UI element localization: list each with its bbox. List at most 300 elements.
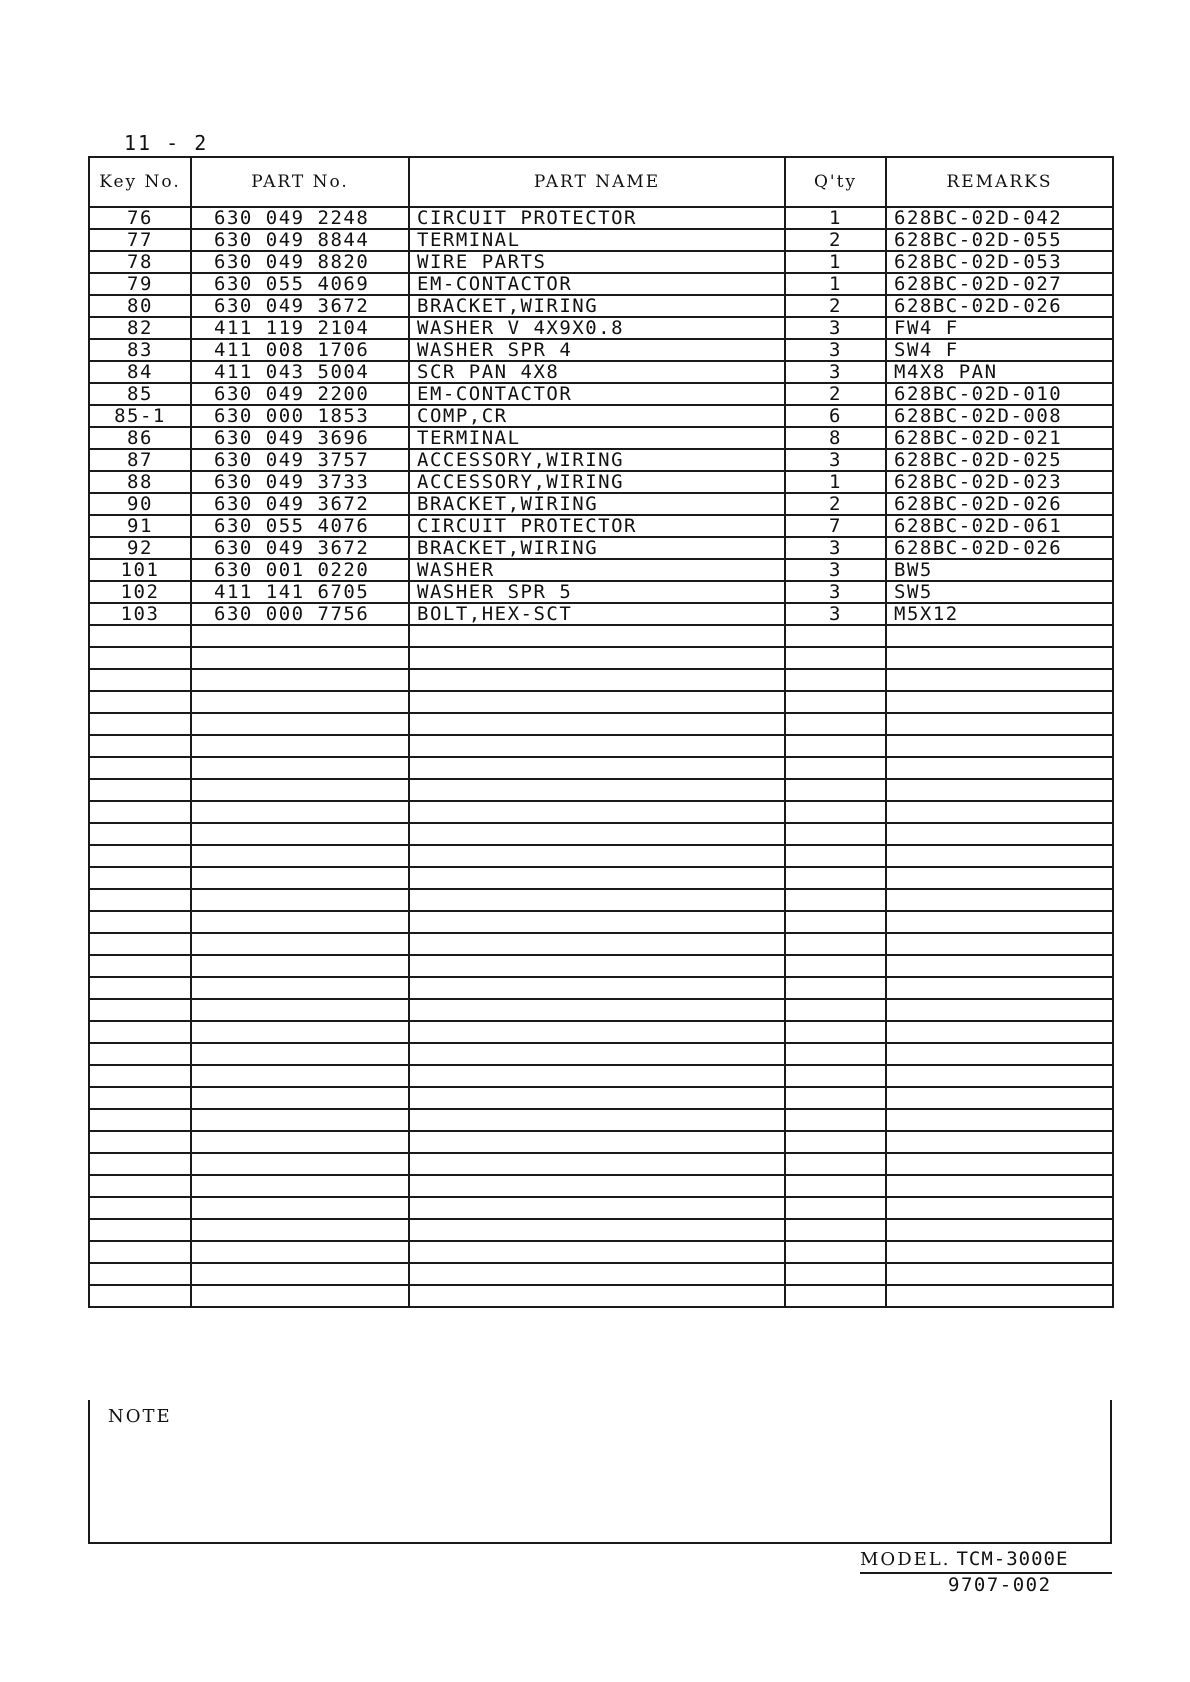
key-no-cell: 84 <box>89 361 191 383</box>
empty-row <box>89 1065 1113 1087</box>
qty-cell <box>785 1263 886 1285</box>
empty-row <box>89 823 1113 845</box>
empty-row <box>89 691 1113 713</box>
remarks-cell: 628BC-02D-026 <box>886 537 1113 559</box>
qty-cell: 1 <box>785 471 886 493</box>
remarks-cell: SW4 F <box>886 339 1113 361</box>
qty-cell <box>785 1285 886 1307</box>
qty-cell <box>785 889 886 911</box>
remarks-cell <box>886 911 1113 933</box>
empty-row <box>89 735 1113 757</box>
remarks-cell <box>886 1065 1113 1087</box>
key-no-cell <box>89 889 191 911</box>
table-row <box>89 559 1113 581</box>
remarks-cell <box>886 955 1113 977</box>
key-no-cell: 88 <box>89 471 191 493</box>
key-no-cell: 85 <box>89 383 191 405</box>
empty-row <box>89 625 1113 647</box>
key-no-cell <box>89 735 191 757</box>
qty-cell <box>785 735 886 757</box>
empty-row <box>89 933 1113 955</box>
part-name-cell <box>409 1241 785 1263</box>
key-no-cell: 80 <box>89 295 191 317</box>
remarks-cell <box>886 625 1113 647</box>
empty-row <box>89 1241 1113 1263</box>
key-no-cell <box>89 823 191 845</box>
remarks-cell <box>886 1021 1113 1043</box>
part-name-cell: CIRCUIT PROTECTOR <box>409 515 785 537</box>
part-name-cell <box>409 713 785 735</box>
key-no-cell: 87 <box>89 449 191 471</box>
key-no-cell <box>89 867 191 889</box>
remarks-cell <box>886 647 1113 669</box>
part-name-cell: TERMINAL <box>409 229 785 251</box>
part-name-cell: CIRCUIT PROTECTOR <box>409 207 785 229</box>
qty-cell: 1 <box>785 207 886 229</box>
table-row <box>89 361 1113 383</box>
key-no-cell <box>89 911 191 933</box>
doc-number: 9707-002 <box>948 1574 1052 1596</box>
remarks-cell: 628BC-02D-008 <box>886 405 1113 427</box>
part-name-cell: EM-CONTACTOR <box>409 273 785 295</box>
part-no-cell: 630 049 2200 <box>191 383 409 405</box>
remarks-cell: M4X8 PAN <box>886 361 1113 383</box>
part-name-cell: BRACKET,WIRING <box>409 493 785 515</box>
key-no-cell <box>89 669 191 691</box>
key-no-cell: 83 <box>89 339 191 361</box>
key-no-cell: 92 <box>89 537 191 559</box>
remarks-cell <box>886 823 1113 845</box>
remarks-cell <box>886 669 1113 691</box>
part-name-cell <box>409 735 785 757</box>
remarks-cell <box>886 1087 1113 1109</box>
qty-cell: 3 <box>785 339 886 361</box>
part-no-cell: 630 049 3696 <box>191 427 409 449</box>
remarks-cell: 628BC-02D-025 <box>886 449 1113 471</box>
table-row <box>89 405 1113 427</box>
part-no-cell <box>191 801 409 823</box>
key-no-cell: 85-1 <box>89 405 191 427</box>
qty-cell <box>785 1153 886 1175</box>
empty-row <box>89 977 1113 999</box>
remarks-cell: 628BC-02D-053 <box>886 251 1113 273</box>
key-no-cell: 79 <box>89 273 191 295</box>
qty-cell: 7 <box>785 515 886 537</box>
part-no-cell: 630 049 3672 <box>191 493 409 515</box>
part-name-cell: EM-CONTACTOR <box>409 383 785 405</box>
key-no-cell: 101 <box>89 559 191 581</box>
part-no-cell: 411 141 6705 <box>191 581 409 603</box>
remarks-cell: 628BC-02D-023 <box>886 471 1113 493</box>
key-no-cell: 77 <box>89 229 191 251</box>
part-no-cell: 630 055 4069 <box>191 273 409 295</box>
header-remarks: REMARKS <box>886 157 1113 207</box>
empty-row <box>89 1021 1113 1043</box>
empty-row <box>89 1285 1113 1307</box>
part-name-cell <box>409 1285 785 1307</box>
key-no-cell: 90 <box>89 493 191 515</box>
table-row <box>89 471 1113 493</box>
qty-cell <box>785 845 886 867</box>
part-name-cell <box>409 1219 785 1241</box>
part-name-cell <box>409 779 785 801</box>
part-no-cell: 630 049 3733 <box>191 471 409 493</box>
part-name-cell: SCR PAN 4X8 <box>409 361 785 383</box>
part-no-cell: 630 049 8820 <box>191 251 409 273</box>
key-no-cell <box>89 1043 191 1065</box>
part-name-cell <box>409 647 785 669</box>
header-row <box>89 157 1113 207</box>
empty-row <box>89 1219 1113 1241</box>
remarks-cell <box>886 1263 1113 1285</box>
qty-cell <box>785 933 886 955</box>
qty-cell <box>785 1043 886 1065</box>
part-name-cell <box>409 625 785 647</box>
parts-body <box>89 207 1113 1307</box>
empty-row <box>89 1131 1113 1153</box>
key-no-cell <box>89 625 191 647</box>
empty-row <box>89 1087 1113 1109</box>
header-part-name: PART NAME <box>409 157 785 207</box>
qty-cell: 2 <box>785 295 886 317</box>
part-name-cell <box>409 889 785 911</box>
note-box <box>88 1400 1112 1544</box>
remarks-cell: 628BC-02D-026 <box>886 295 1113 317</box>
key-no-cell: 86 <box>89 427 191 449</box>
key-no-cell <box>89 845 191 867</box>
part-name-cell: BRACKET,WIRING <box>409 295 785 317</box>
qty-cell <box>785 669 886 691</box>
part-no-cell: 630 049 3672 <box>191 537 409 559</box>
qty-cell: 8 <box>785 427 886 449</box>
part-no-cell: 630 000 1853 <box>191 405 409 427</box>
key-no-cell <box>89 999 191 1021</box>
remarks-cell: 628BC-02D-042 <box>886 207 1113 229</box>
qty-cell: 2 <box>785 229 886 251</box>
part-no-cell: 411 008 1706 <box>191 339 409 361</box>
key-no-cell: 78 <box>89 251 191 273</box>
key-no-cell <box>89 1197 191 1219</box>
key-no-cell <box>89 1087 191 1109</box>
remarks-cell: 628BC-02D-010 <box>886 383 1113 405</box>
table-row <box>89 383 1113 405</box>
key-no-cell <box>89 977 191 999</box>
remarks-cell <box>886 735 1113 757</box>
qty-cell: 1 <box>785 273 886 295</box>
remarks-cell <box>886 845 1113 867</box>
remarks-cell <box>886 1109 1113 1131</box>
part-no-cell: 411 119 2104 <box>191 317 409 339</box>
qty-cell <box>785 1175 886 1197</box>
table-row <box>89 427 1113 449</box>
part-name-cell: BOLT,HEX-SCT <box>409 603 785 625</box>
qty-cell <box>785 911 886 933</box>
part-name-cell <box>409 1043 785 1065</box>
qty-cell <box>785 955 886 977</box>
remarks-cell <box>886 999 1113 1021</box>
remarks-cell <box>886 801 1113 823</box>
part-name-cell <box>409 1175 785 1197</box>
key-no-cell <box>89 1021 191 1043</box>
remarks-cell <box>886 977 1113 999</box>
empty-row <box>89 1109 1113 1131</box>
part-no-cell <box>191 955 409 977</box>
qty-cell <box>785 625 886 647</box>
key-no-cell <box>89 801 191 823</box>
table-row <box>89 581 1113 603</box>
key-no-cell <box>89 1263 191 1285</box>
qty-cell <box>785 713 886 735</box>
part-name-cell <box>409 955 785 977</box>
part-name-cell: WASHER <box>409 559 785 581</box>
part-no-cell <box>191 889 409 911</box>
remarks-cell: FW4 F <box>886 317 1113 339</box>
key-no-cell: 82 <box>89 317 191 339</box>
part-no-cell <box>191 1087 409 1109</box>
qty-cell <box>785 1219 886 1241</box>
key-no-cell <box>89 1175 191 1197</box>
part-name-cell <box>409 977 785 999</box>
part-no-cell <box>191 647 409 669</box>
key-no-cell <box>89 779 191 801</box>
remarks-cell <box>886 1219 1113 1241</box>
part-name-cell: WASHER SPR 4 <box>409 339 785 361</box>
part-no-cell <box>191 713 409 735</box>
remarks-cell <box>886 713 1113 735</box>
part-no-cell <box>191 911 409 933</box>
empty-row <box>89 1197 1113 1219</box>
qty-cell <box>785 779 886 801</box>
part-no-cell <box>191 669 409 691</box>
empty-row <box>89 647 1113 669</box>
part-no-cell <box>191 1285 409 1307</box>
key-no-cell <box>89 647 191 669</box>
table-row <box>89 317 1113 339</box>
header-key-no: Key No. <box>89 157 191 207</box>
part-name-cell <box>409 1153 785 1175</box>
key-no-cell <box>89 1109 191 1131</box>
empty-row <box>89 1175 1113 1197</box>
part-name-cell <box>409 1263 785 1285</box>
part-name-cell <box>409 867 785 889</box>
part-name-cell: WASHER SPR 5 <box>409 581 785 603</box>
part-name-cell: WASHER V 4X9X0.8 <box>409 317 785 339</box>
qty-cell <box>785 1109 886 1131</box>
qty-cell: 2 <box>785 383 886 405</box>
empty-row <box>89 669 1113 691</box>
part-name-cell: WIRE PARTS <box>409 251 785 273</box>
table-row <box>89 229 1113 251</box>
remarks-cell <box>886 1175 1113 1197</box>
part-name-cell <box>409 1131 785 1153</box>
part-no-cell <box>191 1263 409 1285</box>
empty-row <box>89 1153 1113 1175</box>
part-no-cell <box>191 1109 409 1131</box>
qty-cell: 1 <box>785 251 886 273</box>
part-no-cell: 630 049 8844 <box>191 229 409 251</box>
part-no-cell: 630 000 7756 <box>191 603 409 625</box>
part-name-cell <box>409 1109 785 1131</box>
remarks-cell <box>886 1043 1113 1065</box>
part-no-cell <box>191 757 409 779</box>
qty-cell <box>785 1241 886 1263</box>
qty-cell: 3 <box>785 581 886 603</box>
part-no-cell <box>191 1131 409 1153</box>
part-no-cell <box>191 977 409 999</box>
part-name-cell <box>409 933 785 955</box>
qty-cell <box>785 1197 886 1219</box>
part-name-cell <box>409 911 785 933</box>
part-no-cell <box>191 1043 409 1065</box>
part-name-cell <box>409 1065 785 1087</box>
key-no-cell <box>89 1285 191 1307</box>
part-name-cell: BRACKET,WIRING <box>409 537 785 559</box>
page-label: 11 - 2 <box>124 131 209 155</box>
qty-cell <box>785 1087 886 1109</box>
part-no-cell <box>191 779 409 801</box>
part-no-cell: 630 049 3672 <box>191 295 409 317</box>
part-no-cell <box>191 933 409 955</box>
qty-cell: 3 <box>785 537 886 559</box>
qty-cell: 3 <box>785 559 886 581</box>
key-no-cell <box>89 933 191 955</box>
header-qty: Q'ty <box>785 157 886 207</box>
key-no-cell <box>89 691 191 713</box>
qty-cell: 3 <box>785 317 886 339</box>
remarks-cell <box>886 779 1113 801</box>
key-no-cell: 103 <box>89 603 191 625</box>
table-row <box>89 207 1113 229</box>
empty-row <box>89 999 1113 1021</box>
key-no-cell <box>89 757 191 779</box>
part-name-cell <box>409 1087 785 1109</box>
qty-cell <box>785 999 886 1021</box>
qty-cell <box>785 823 886 845</box>
part-no-cell <box>191 625 409 647</box>
part-no-cell <box>191 823 409 845</box>
qty-cell: 2 <box>785 493 886 515</box>
key-no-cell: 76 <box>89 207 191 229</box>
model-label: MODEL. <box>860 1549 951 1570</box>
part-no-cell <box>191 1021 409 1043</box>
key-no-cell <box>89 713 191 735</box>
qty-cell <box>785 801 886 823</box>
empty-row <box>89 1263 1113 1285</box>
qty-cell: 3 <box>785 449 886 471</box>
table-row <box>89 295 1113 317</box>
qty-cell <box>785 867 886 889</box>
qty-cell: 3 <box>785 603 886 625</box>
part-name-cell: TERMINAL <box>409 427 785 449</box>
table-row <box>89 603 1113 625</box>
part-no-cell <box>191 1219 409 1241</box>
empty-row <box>89 713 1113 735</box>
remarks-cell: 628BC-02D-026 <box>886 493 1113 515</box>
parts-table <box>88 156 1114 1308</box>
remarks-cell: SW5 <box>886 581 1113 603</box>
part-no-cell <box>191 1065 409 1087</box>
model-value: TCM-3000E <box>956 1548 1069 1570</box>
part-name-cell <box>409 999 785 1021</box>
key-no-cell: 102 <box>89 581 191 603</box>
empty-row <box>89 889 1113 911</box>
table-row <box>89 339 1113 361</box>
qty-cell <box>785 1021 886 1043</box>
empty-row <box>89 955 1113 977</box>
table-row <box>89 273 1113 295</box>
part-name-cell <box>409 1021 785 1043</box>
part-no-cell: 411 043 5004 <box>191 361 409 383</box>
qty-cell <box>785 691 886 713</box>
qty-cell <box>785 977 886 999</box>
empty-row <box>89 779 1113 801</box>
table-row <box>89 251 1113 273</box>
part-no-cell <box>191 1175 409 1197</box>
empty-row <box>89 867 1113 889</box>
part-no-cell <box>191 1153 409 1175</box>
part-no-cell <box>191 845 409 867</box>
remarks-cell <box>886 889 1113 911</box>
key-no-cell: 91 <box>89 515 191 537</box>
qty-cell <box>785 1131 886 1153</box>
part-name-cell: ACCESSORY,WIRING <box>409 449 785 471</box>
qty-cell <box>785 647 886 669</box>
part-no-cell <box>191 1241 409 1263</box>
part-name-cell <box>409 669 785 691</box>
part-no-cell: 630 055 4076 <box>191 515 409 537</box>
remarks-cell <box>886 1153 1113 1175</box>
part-name-cell <box>409 1197 785 1219</box>
remarks-cell <box>886 867 1113 889</box>
part-no-cell <box>191 867 409 889</box>
key-no-cell <box>89 1241 191 1263</box>
part-no-cell <box>191 1197 409 1219</box>
remarks-cell <box>886 1285 1113 1307</box>
part-no-cell <box>191 691 409 713</box>
empty-row <box>89 757 1113 779</box>
qty-cell: 3 <box>785 361 886 383</box>
remarks-cell <box>886 1197 1113 1219</box>
key-no-cell <box>89 1219 191 1241</box>
note-label: NOTE <box>108 1406 172 1427</box>
key-no-cell <box>89 955 191 977</box>
empty-row <box>89 845 1113 867</box>
table-row <box>89 493 1113 515</box>
remarks-cell <box>886 691 1113 713</box>
remarks-cell: BW5 <box>886 559 1113 581</box>
table-row <box>89 537 1113 559</box>
remarks-cell <box>886 1131 1113 1153</box>
part-no-cell: 630 049 2248 <box>191 207 409 229</box>
remarks-cell <box>886 933 1113 955</box>
empty-row <box>89 911 1113 933</box>
qty-cell <box>785 1065 886 1087</box>
empty-row <box>89 801 1113 823</box>
key-no-cell <box>89 1153 191 1175</box>
part-name-cell <box>409 691 785 713</box>
remarks-cell: 628BC-02D-027 <box>886 273 1113 295</box>
part-name-cell: COMP,CR <box>409 405 785 427</box>
remarks-cell: 628BC-02D-021 <box>886 427 1113 449</box>
part-name-cell <box>409 823 785 845</box>
remarks-cell: M5X12 <box>886 603 1113 625</box>
part-no-cell <box>191 999 409 1021</box>
qty-cell <box>785 757 886 779</box>
remarks-cell <box>886 757 1113 779</box>
remarks-cell: 628BC-02D-061 <box>886 515 1113 537</box>
qty-cell: 6 <box>785 405 886 427</box>
part-name-cell <box>409 845 785 867</box>
